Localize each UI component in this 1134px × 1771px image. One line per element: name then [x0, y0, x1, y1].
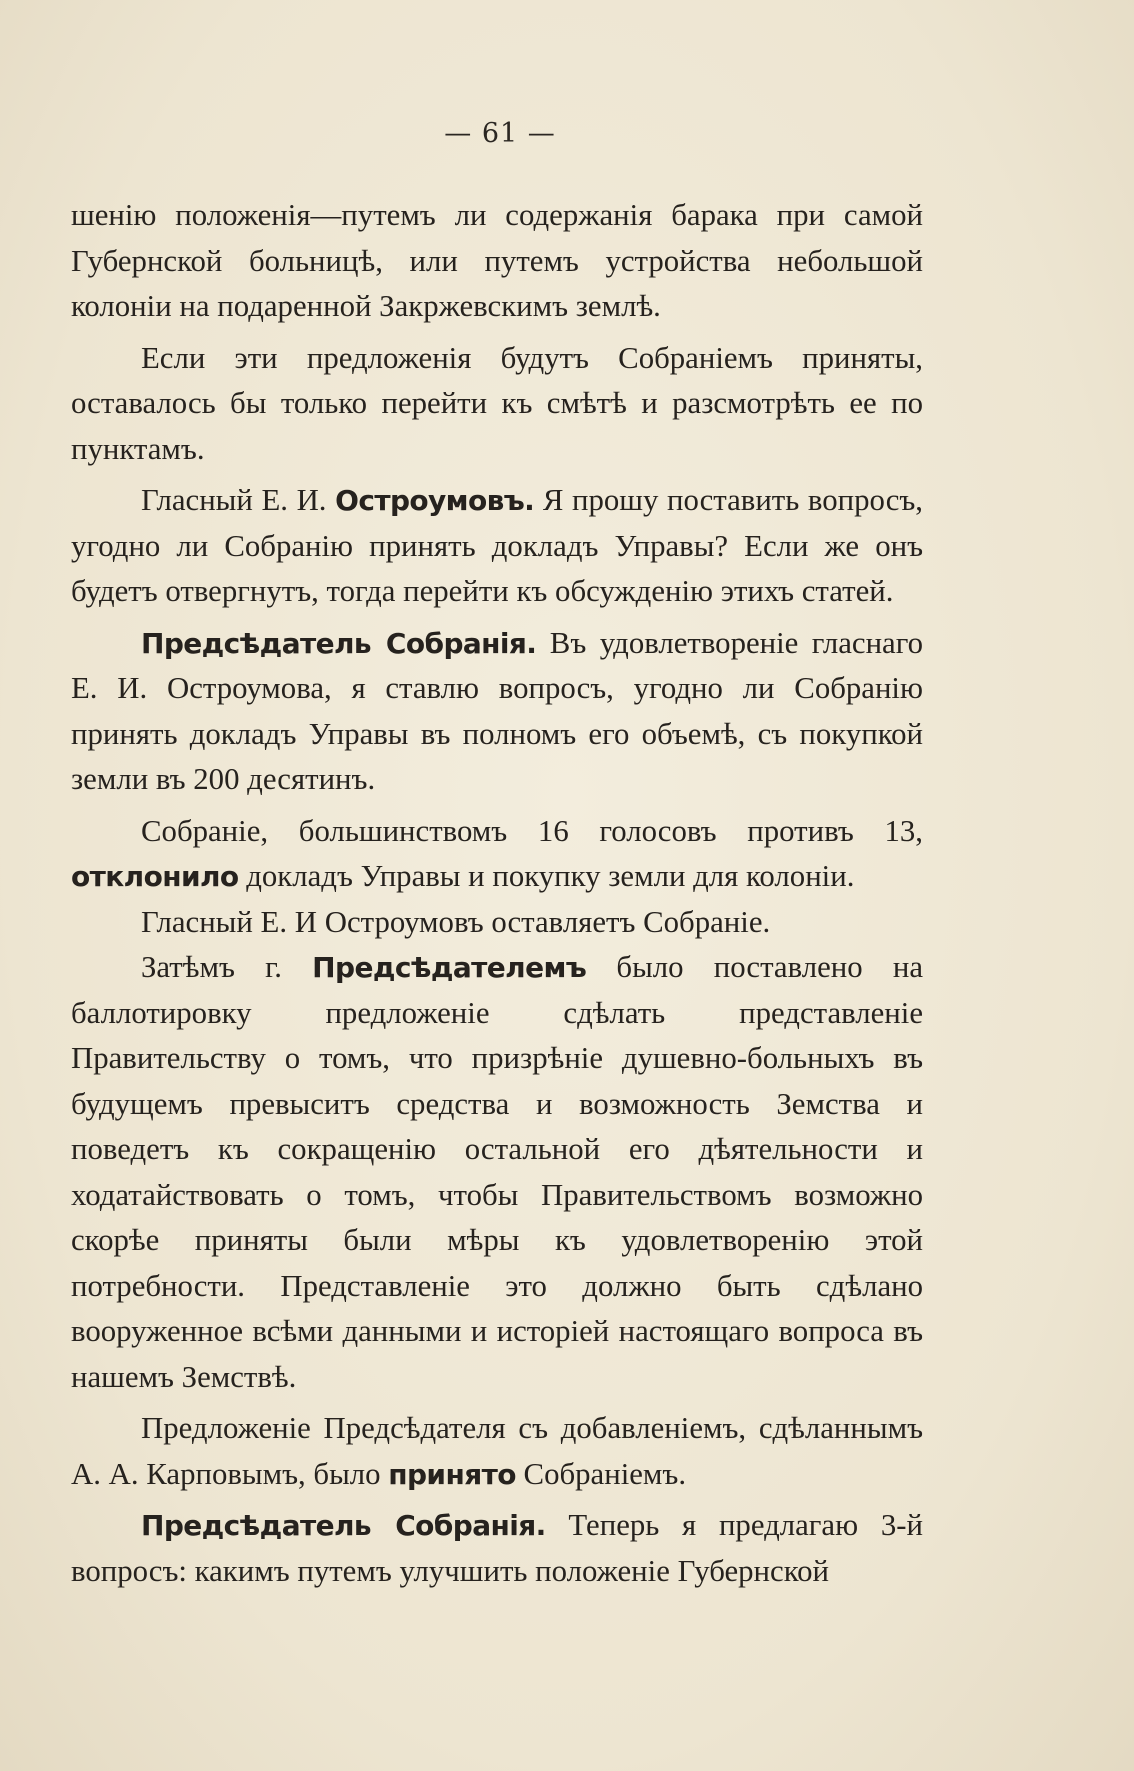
paragraph-7 [71, 945, 923, 1400]
text-segment: Въ удовлетвореніе гласнаго Е. И. Остроумова, я ставлю вопросъ, угодно ли Собранію принять докладъ Управы въ полномъ его объемѣ, съ покупкой земли въ 200 десятинъ. [71, 625, 923, 796]
paragraph-8 [71, 1406, 923, 1497]
paragraph-3 [71, 478, 923, 615]
emphasis-word: принято [388, 1457, 516, 1491]
paragraph-9 [71, 1503, 923, 1594]
speaker-name: Остроумовъ. [335, 484, 535, 517]
paragraph-4 [71, 621, 923, 803]
text-segment: Теперь я предлагаю 3-й вопросъ: какимъ путемъ улучшить положеніе Губернской [71, 1508, 923, 1588]
text-segment: Я прошу поставить вопросъ, угодно ли Собранію принять докладъ Управы? Если же онъ будетъ отвергнутъ, тогда перейти къ обсужденію этихъ статей. [71, 483, 923, 608]
text-segment: Затѣмъ г. [141, 950, 313, 984]
page-number: — 61 — [444, 118, 556, 149]
text-segment: Если эти предложенія будутъ Собраніемъ приняты, оставалось бы только перейти къ смѣтѣ и разсмотрѣть ее по пунктамъ. [71, 340, 923, 466]
speaker-name: Предсѣдатель Собранія. [141, 1509, 546, 1542]
text-segment: Гласный Е. И. [141, 483, 336, 517]
text-segment: докладъ Управы и покупку земли для колоніи. [238, 859, 855, 893]
emphasis-word: отклонило [71, 860, 239, 893]
emphasis-word: Предсѣдателемъ [312, 951, 587, 984]
text-segment: было поставлено на баллотировку предложеніе сдѣлать представленіе Правительству о томъ, что призрѣніе душевно-больныхъ въ будущемъ превыситъ средства и возможность Земства и поведетъ къ сокращенію остальной его дѣятельности и ходатайствовать о томъ, чтобы Правительствомъ возможно скорѣе приняты были мѣры къ удовлетворенію этой потребности. Представленіе это должно быть сдѣлано вооруженное всѣми данными и исторіей настоящаго вопроса въ нашемъ Земствѣ. [71, 950, 923, 1394]
paragraph-5 [71, 809, 923, 900]
body-text [71, 193, 923, 1594]
paragraph-2 [71, 336, 923, 473]
text-segment: шенію положенія—путемъ ли содержанія барака при самой Губернской больницѣ, или путемъ устройства небольшой колоніи на подаренной Закржевскимъ землѣ. [71, 198, 923, 323]
paragraph-6 [71, 900, 923, 946]
text-segment: Собраніемъ. [515, 1456, 687, 1491]
speaker-name: Предсѣдатель Собранія. [141, 626, 537, 660]
text-segment: Гласный Е. И Остроумовъ оставляетъ Собраніе. [141, 904, 771, 939]
text-segment: Собраніе, большинствомъ 16 голосовъ противъ 13, [141, 813, 923, 848]
paragraph-1 [71, 193, 923, 330]
text-segment: Предложеніе Предсѣдателя съ добавленіемъ, сдѣланнымъ А. А. Карповымъ, было [71, 1411, 923, 1491]
